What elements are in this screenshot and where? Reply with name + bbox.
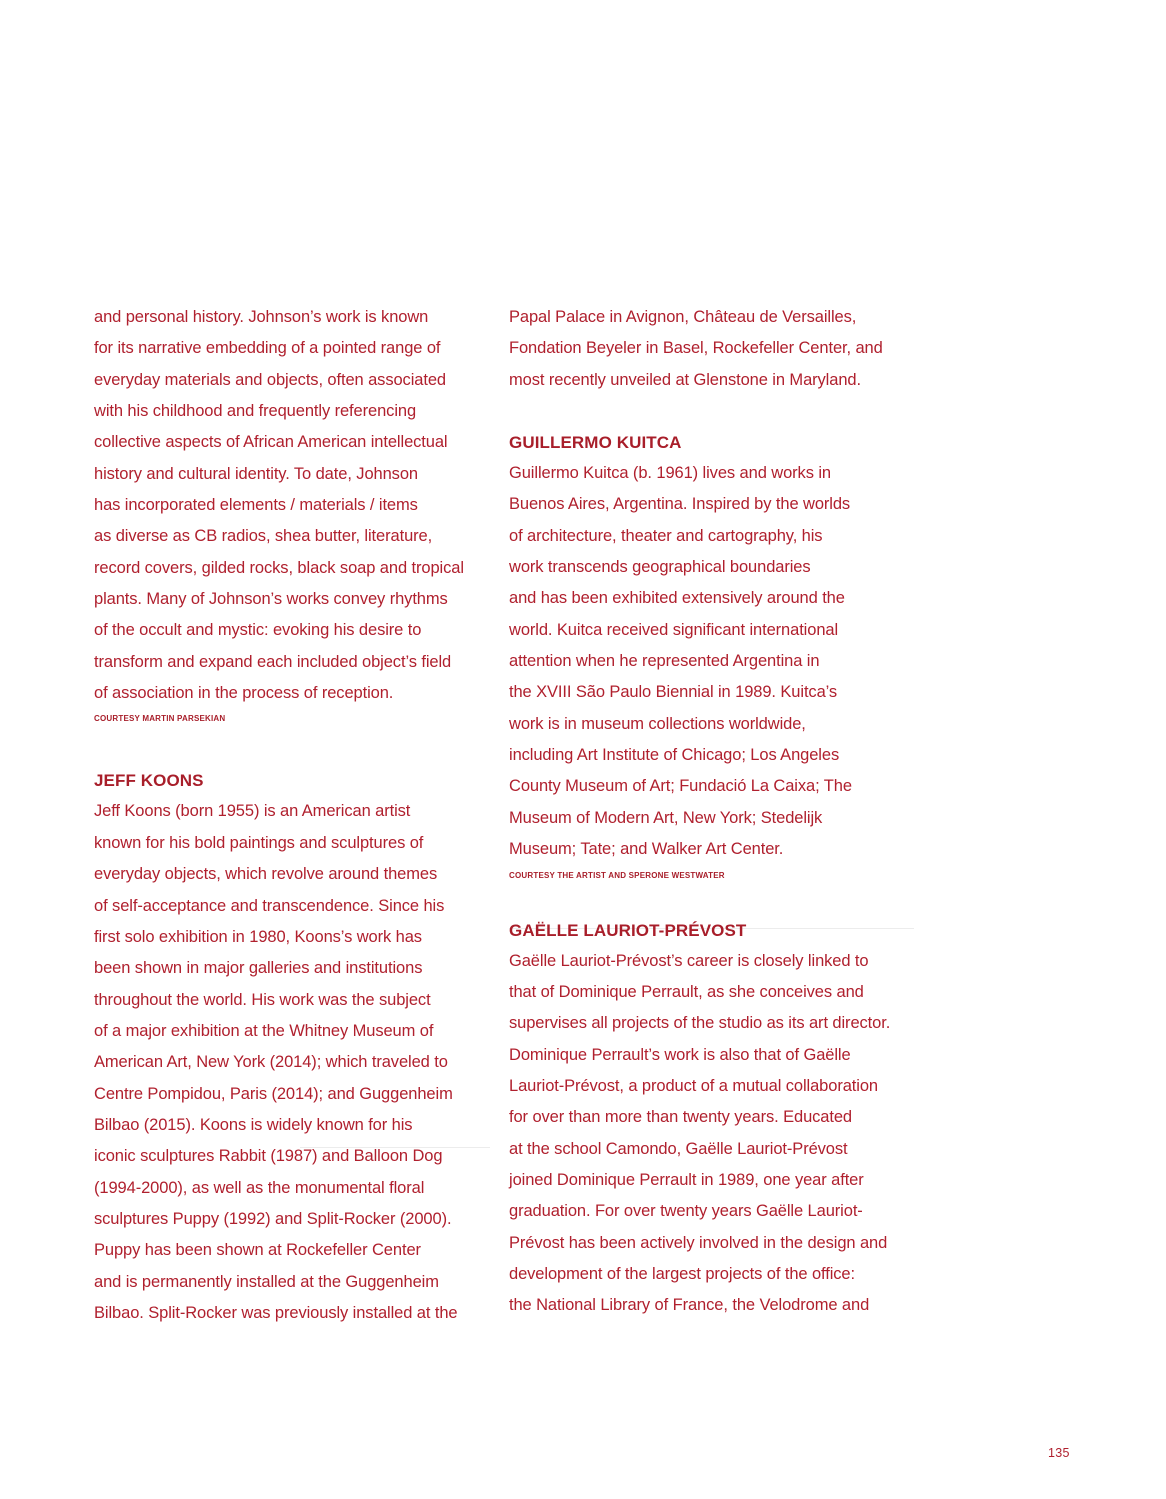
text-line: been shown in major galleries and institutions xyxy=(94,959,423,978)
lauriot-prevost-bio xyxy=(509,946,914,1322)
text-line: Bilbao (2015). Koons is widely known for his xyxy=(94,1115,413,1134)
text-line: development of the largest projects of the office: xyxy=(509,1264,855,1283)
text-line: first solo exhibition in 1980, Koons’s work has xyxy=(94,927,422,946)
photo-credit: COURTESY THE ARTIST AND SPERONE WESTWATER xyxy=(509,870,725,880)
text-line: Gaëlle Lauriot-Prévost’s career is closely linked to xyxy=(509,951,869,970)
text-line: including Art Institute of Chicago; Los Angeles xyxy=(509,746,840,765)
bio-heading-guillermo-kuitca: GUILLERMO KUITCA xyxy=(509,433,682,453)
text-line: history and cultural identity. To date, Johnson xyxy=(94,464,418,483)
text-line: attention when he represented Argentina in xyxy=(509,652,820,671)
johnson-bio-continued xyxy=(94,302,494,709)
text-line: Buenos Aires, Argentina. Inspired by the worlds xyxy=(509,495,851,514)
text-line: the National Library of France, the Velodrome and xyxy=(509,1296,870,1315)
text-line: record covers, gilded rocks, black soap and tropical xyxy=(94,558,464,577)
text-line: of the occult and mystic: evoking his desire to xyxy=(94,621,422,640)
text-line: that of Dominique Perrault, as she conceives and xyxy=(509,982,864,1001)
text-line: Museum of Modern Art, New York; Stedelijk xyxy=(509,808,823,827)
text-line: everyday objects, which revolve around themes xyxy=(94,865,438,884)
text-line: of self-acceptance and transcendence. Since his xyxy=(94,896,445,915)
text-line: (1994-2000), as well as the monumental floral xyxy=(94,1178,425,1197)
text-line: the XVIII São Paulo Biennial in 1989. Kuitca’s xyxy=(509,683,838,702)
text-line: Puppy has been shown at Rockefeller Center xyxy=(94,1241,421,1260)
left-column xyxy=(94,302,494,1329)
text-line: Bilbao. Split-Rocker was previously installed at the xyxy=(94,1303,458,1322)
text-line: Dominique Perrault’s work is also that of Gaëlle xyxy=(509,1045,851,1064)
text-line: Papal Palace in Avignon, Château de Versailles, xyxy=(509,308,857,326)
text-line: supervises all projects of the studio as its art director. xyxy=(509,1014,891,1033)
koons-bio-continued xyxy=(509,302,914,396)
text-line: Prévost has been actively involved in the design and xyxy=(509,1233,888,1252)
text-line: world. Kuitca received significant international xyxy=(509,620,839,639)
text-line: and personal history. Johnson’s work is known xyxy=(94,308,429,326)
text-line: joined Dominique Perrault in 1989, one year after xyxy=(509,1170,864,1189)
text-line: and has been exhibited extensively around the xyxy=(509,589,845,608)
text-line: iconic sculptures Rabbit (1987) and Balloon Dog xyxy=(94,1147,443,1166)
text-line: has incorporated elements / materials / items xyxy=(94,496,418,515)
text-line: plants. Many of Johnson’s works convey rhythms xyxy=(94,590,448,609)
text-line: County Museum of Art; Fundació La Caixa; The xyxy=(509,777,852,796)
bio-heading-jeff-koons: JEFF KOONS xyxy=(94,771,204,791)
text-line: work is in museum collections worldwide, xyxy=(509,714,806,733)
text-line: known for his bold paintings and sculptures of xyxy=(94,833,424,852)
kuitca-bio xyxy=(509,458,914,865)
page-number: 135 xyxy=(1048,1446,1070,1460)
text-line: of association in the process of reception. xyxy=(94,684,394,703)
text-line: of a major exhibition at the Whitney Museum of xyxy=(94,1021,434,1040)
text-line: for over than more than twenty years. Educated xyxy=(509,1108,853,1127)
text-line: Jeff Koons (born 1955) is an American artist xyxy=(94,802,411,821)
text-line: transform and expand each included object’s field xyxy=(94,652,452,671)
text-line: most recently unveiled at Glenstone in Maryland. xyxy=(509,370,861,389)
text-line: for its narrative embedding of a pointed range of xyxy=(94,339,441,358)
text-line: collective aspects of African American intellectual xyxy=(94,433,448,452)
text-line: Centre Pompidou, Paris (2014); and Guggenheim xyxy=(94,1084,453,1103)
text-line: of architecture, theater and cartography, his xyxy=(509,526,823,545)
photo-credit: COURTESY MARTIN PARSEKIAN xyxy=(94,714,226,724)
text-line: and is permanently installed at the Guggenheim xyxy=(94,1272,439,1291)
text-line: work transcends geographical boundaries xyxy=(509,558,811,577)
bio-heading-gaelle-lauriot-prevost: GAËLLE LAURIOT-PRÉVOST xyxy=(509,920,747,940)
text-line: at the school Camondo, Gaëlle Lauriot-Prévost xyxy=(509,1139,848,1158)
text-line: Lauriot-Prévost, a product of a mutual collaboration xyxy=(509,1076,879,1095)
text-line: with his childhood and frequently referencing xyxy=(94,402,417,421)
text-line: Museum; Tate; and Walker Art Center. xyxy=(509,840,784,859)
text-line: everyday materials and objects, often associated xyxy=(94,370,446,389)
text-line: graduation. For over twenty years Gaëlle Lauriot- xyxy=(509,1202,863,1221)
text-line: sculptures Puppy (1992) and Split-Rocker (2000). xyxy=(94,1209,452,1228)
koons-bio xyxy=(94,796,494,1329)
text-line: American Art, New York (2014); which traveled to xyxy=(94,1053,448,1072)
text-line: Fondation Beyeler in Basel, Rockefeller Center, and xyxy=(509,339,883,358)
text-line: throughout the world. His work was the subject xyxy=(94,990,431,1009)
right-column xyxy=(509,302,914,1322)
text-line: as diverse as CB radios, shea butter, literature, xyxy=(94,527,433,546)
text-line: Guillermo Kuitca (b. 1961) lives and works in xyxy=(509,464,831,483)
